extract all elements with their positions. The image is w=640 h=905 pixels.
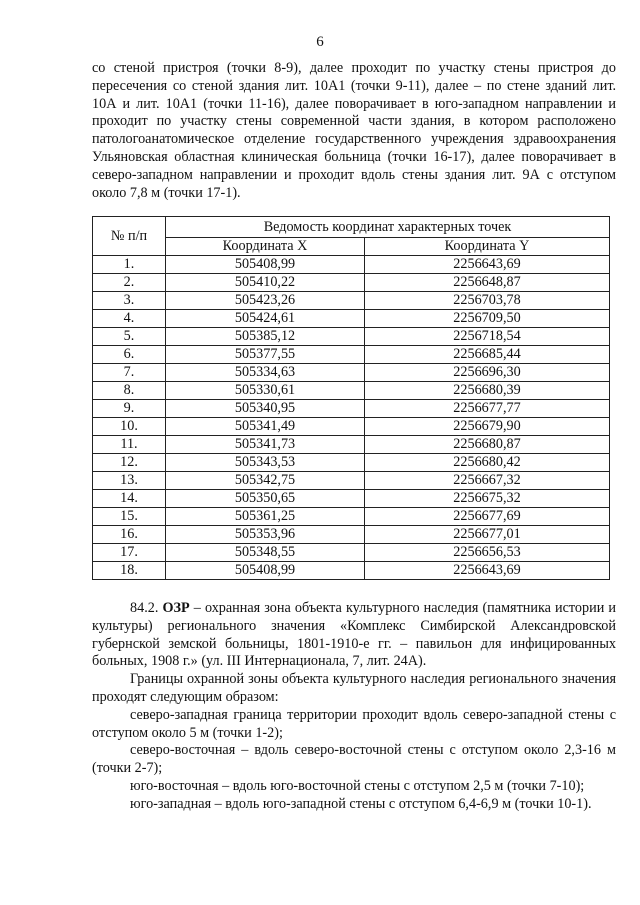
- table-body: [93, 256, 610, 580]
- cell-x: 505348,55: [166, 544, 365, 562]
- cell-x: 505385,12: [166, 328, 365, 346]
- cell-x: 505424,61: [166, 310, 365, 328]
- table-row: [93, 562, 610, 580]
- section-number: 84.2.: [130, 600, 159, 616]
- cell-number: 12.: [93, 454, 166, 472]
- table-row: [93, 310, 610, 328]
- section-description: – охранная зона объекта культурного наследия (памятника истории и культуры) регионального значения «Комплекс Симбирской Александровской губернской земской больницы, 1801-1910-е гг. – павильон для инфицированных больных, 1908 г.» (ул. III Интернационала, 7, лит. 24А).: [92, 600, 616, 670]
- cell-x: 505361,25: [166, 508, 365, 526]
- table-row: [93, 490, 610, 508]
- cell-number: 16.: [93, 526, 166, 544]
- cell-x: 505341,49: [166, 418, 365, 436]
- cell-y: 2256680,42: [365, 454, 610, 472]
- cell-x: 505350,65: [166, 490, 365, 508]
- cell-y: 2256677,77: [365, 400, 610, 418]
- cell-y: 2256675,32: [365, 490, 610, 508]
- cell-x: 505410,22: [166, 274, 365, 292]
- table-row: [93, 526, 610, 544]
- table-subheader-row: [93, 238, 610, 256]
- cell-y: 2256656,53: [365, 544, 610, 562]
- page-number: 6: [316, 34, 324, 50]
- boundary-item: северо-восточная – вдоль северо-восточной стены с отступом около 2,3-16 м (точки 2-7);: [92, 742, 616, 777]
- cell-y: 2256643,69: [365, 256, 610, 274]
- table-row: [93, 382, 610, 400]
- cell-y: 2256685,44: [365, 346, 610, 364]
- table-row: [93, 256, 610, 274]
- cell-x: 505330,61: [166, 382, 365, 400]
- cell-number: 18.: [93, 562, 166, 580]
- table-row: [93, 472, 610, 490]
- header-x: Координата X: [166, 238, 365, 256]
- cell-number: 11.: [93, 436, 166, 454]
- cell-x: 505423,26: [166, 292, 365, 310]
- section-heading-paragraph: [92, 600, 616, 671]
- cell-y: 2256677,01: [365, 526, 610, 544]
- cell-number: 1.: [93, 256, 166, 274]
- cell-number: 5.: [93, 328, 166, 346]
- cell-x: 505408,99: [166, 256, 365, 274]
- boundary-item: северо-западная граница территории проходит вдоль северо-западной стены с отступом около 5 м (точки 1-2);: [92, 706, 616, 741]
- cell-x: 505377,55: [166, 346, 365, 364]
- cell-x: 505342,75: [166, 472, 365, 490]
- cell-number: 3.: [93, 292, 166, 310]
- cell-x: 505340,95: [166, 400, 365, 418]
- section-block: [92, 600, 616, 814]
- table-row: [93, 346, 610, 364]
- cell-number: 7.: [93, 364, 166, 382]
- cell-number: 8.: [93, 382, 166, 400]
- intro-paragraph-block: [92, 60, 616, 202]
- table-row: [93, 454, 610, 472]
- cell-y: 2256696,30: [365, 364, 610, 382]
- intro-paragraph: со стеной пристроя (точки 8-9), далее проходит по участку стены пристроя до пересечения со стеной здания лит. 10А1 (точки 9-11), далее – по стене зданий лит. 10А и лит. 10А1 (точки 11-16), далее поворачивает в юго-западном направлении и проходит по участку стены современной части здания, в котором расположено патологоанатомическое отделение государственного учреждения здравоохранения Ульяновская областная клиническая больница (точки 16-17), далее поворачивает в северо-западном направлении и проходит вдоль стены здания лит. 9А с отступом около 7,8 м (точки 17-1).: [92, 60, 616, 201]
- table-row: [93, 400, 610, 418]
- table-row: [93, 364, 610, 382]
- table-row: [93, 328, 610, 346]
- table-row: [93, 292, 610, 310]
- cell-y: 2256703,78: [365, 292, 610, 310]
- cell-number: 14.: [93, 490, 166, 508]
- cell-y: 2256680,87: [365, 436, 610, 454]
- cell-number: 6.: [93, 346, 166, 364]
- cell-x: 505343,53: [166, 454, 365, 472]
- boundaries-intro: Границы охранной зоны объекта культурного наследия регионального значения проходят следующим образом:: [92, 671, 616, 705]
- cell-y: 2256718,54: [365, 328, 610, 346]
- cell-number: 4.: [93, 310, 166, 328]
- table-row: [93, 418, 610, 436]
- header-title: Ведомость координат характерных точек: [166, 217, 610, 238]
- table-row: [93, 508, 610, 526]
- cell-y: 2256680,39: [365, 382, 610, 400]
- cell-x: 505353,96: [166, 526, 365, 544]
- cell-number: 15.: [93, 508, 166, 526]
- coordinates-table: [92, 216, 610, 580]
- boundary-item: юго-западная – вдоль юго-западной стены с отступом 6,4-6,9 м (точки 10-1).: [130, 795, 592, 812]
- cell-y: 2256667,32: [365, 472, 610, 490]
- cell-number: 2.: [93, 274, 166, 292]
- cell-y: 2256643,69: [365, 562, 610, 580]
- header-y: Координата Y: [365, 238, 610, 256]
- table-row: [93, 274, 610, 292]
- table-row: [93, 436, 610, 454]
- cell-number: 17.: [93, 544, 166, 562]
- cell-x: 505341,73: [166, 436, 365, 454]
- cell-number: 9.: [93, 400, 166, 418]
- cell-x: 505334,63: [166, 364, 365, 382]
- cell-y: 2256648,87: [365, 274, 610, 292]
- boundary-item: юго-восточная – вдоль юго-восточной стены с отступом 2,5 м (точки 7-10);: [130, 777, 585, 794]
- cell-y: 2256677,69: [365, 508, 610, 526]
- cell-number: 10.: [93, 418, 166, 436]
- cell-y: 2256709,50: [365, 310, 610, 328]
- cell-y: 2256679,90: [365, 418, 610, 436]
- table-header-row: [93, 217, 610, 238]
- cell-x: 505408,99: [166, 562, 365, 580]
- header-number: № п/п: [93, 217, 166, 256]
- cell-number: 13.: [93, 472, 166, 490]
- table-row: [93, 544, 610, 562]
- section-code: ОЗР: [162, 600, 190, 616]
